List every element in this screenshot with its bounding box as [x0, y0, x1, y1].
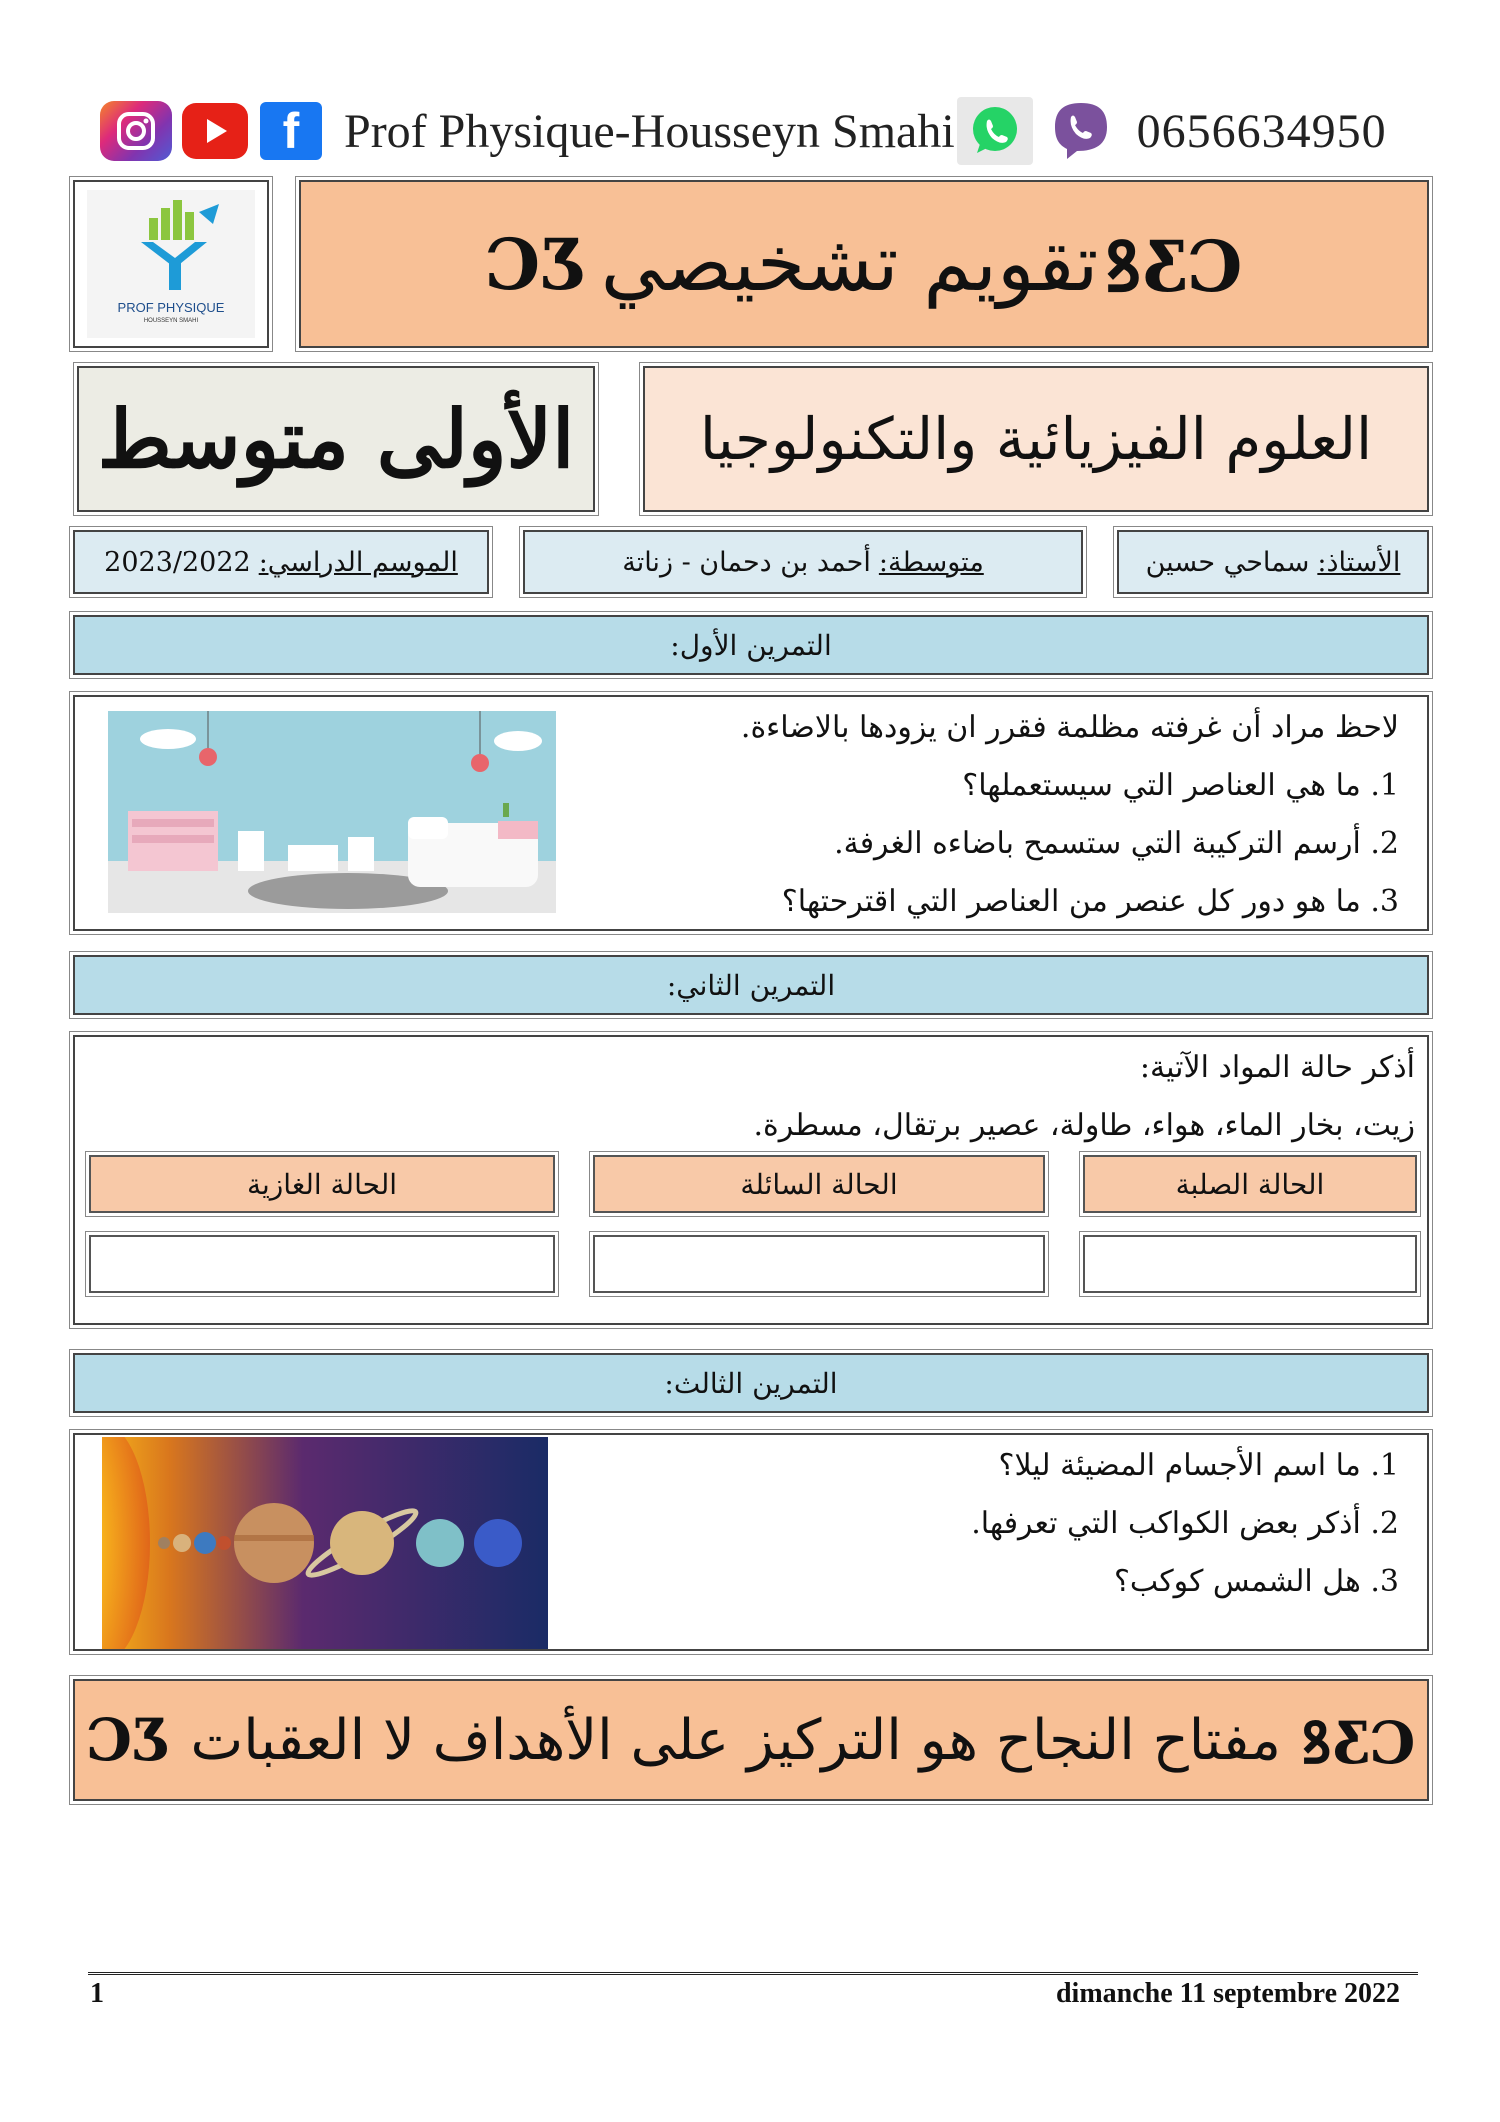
- solar-system-image: [102, 1437, 548, 1649]
- exercise2-text: [515, 1039, 1415, 1155]
- liquid-state-header: [593, 1155, 1045, 1213]
- teacher-label: الأستاذ:: [1317, 546, 1401, 578]
- exercise1-intro: لاحظ مراد أن غرفته مظلمة فقرر ان يزودها بالاضاءة.: [740, 710, 1399, 745]
- subject-box: [643, 366, 1429, 512]
- exercise1-text: [579, 699, 1399, 931]
- social-header: [100, 96, 1420, 166]
- page-number: 1: [90, 1978, 104, 2009]
- facebook-icon[interactable]: f: [260, 102, 322, 160]
- footer-rule: [88, 1972, 1418, 1975]
- brand-name: Prof Physique-Housseyn Smahi: [344, 104, 955, 158]
- footer-date: dimanche 11 septembre 2022: [1055, 1978, 1400, 2009]
- subject-label: العلوم الفيزيائية والتكنولوجيا: [699, 405, 1373, 473]
- motto-deco-right: ꝸƸƆ: [1301, 1708, 1416, 1777]
- school-label: متوسطة:: [878, 546, 984, 578]
- motto-text: مفتاح النجاح هو التركيز على الأهداف لا العقبات: [190, 1707, 1281, 1773]
- exercise3-title: التمرين الثالث:: [664, 1366, 838, 1400]
- exercise3-box: [73, 1433, 1429, 1651]
- liquid-state-label: الحالة السائلة: [740, 1167, 898, 1201]
- gas-state-header: [89, 1155, 555, 1213]
- motto-box: [73, 1679, 1429, 1801]
- exercise3-question-3: 3. هل الشمس كوكب؟: [1113, 1564, 1399, 1599]
- exercise1-box: [73, 695, 1429, 931]
- bedroom-image: [108, 711, 556, 913]
- exercise2-title: التمرين الثاني:: [666, 968, 836, 1002]
- viber-icon[interactable]: [1043, 97, 1119, 165]
- exercise1-header: [73, 615, 1429, 675]
- exercise2-intro: أذكر حالة المواد الآتية:: [1139, 1050, 1415, 1085]
- exercise3-text: [699, 1437, 1399, 1611]
- exercise1-title: التمرين الأول:: [670, 628, 832, 662]
- logo-mark-icon: [87, 190, 255, 300]
- teacher-name: سماحي حسين: [1145, 546, 1310, 578]
- phone-number: 0656634950: [1136, 104, 1387, 158]
- whatsapp-icon[interactable]: [957, 97, 1033, 165]
- season-label: الموسم الدراسي:: [258, 546, 458, 578]
- logo-subtitle: HOUSSEYN SMAHI: [143, 318, 199, 324]
- solid-state-answer[interactable]: [1083, 1235, 1417, 1293]
- solid-state-header: [1083, 1155, 1417, 1213]
- exercise1-question-1: 1. ما هي العناصر التي سيستعملها؟: [962, 768, 1399, 803]
- title-deco-left: ƆƷ: [485, 222, 587, 306]
- page-title: تقويم تشخيصي: [600, 219, 1099, 309]
- logo-box: [73, 180, 269, 348]
- gas-state-answer[interactable]: [89, 1235, 555, 1293]
- instagram-icon[interactable]: [100, 101, 172, 161]
- logo-title: PROF PHYSIQUE: [117, 300, 225, 315]
- exercise3-question-1: 1. ما اسم الأجسام المضيئة ليلا؟: [998, 1448, 1399, 1483]
- solid-state-label: الحالة الصلبة: [1175, 1167, 1325, 1201]
- season-value: 2023/2022: [104, 546, 251, 578]
- exercise3-question-2: 2. أذكر بعض الكواكب التي تعرفها.: [971, 1506, 1399, 1541]
- exercise2-header: [73, 955, 1429, 1015]
- liquid-state-answer[interactable]: [593, 1235, 1045, 1293]
- motto-deco-left: ƆƷ: [86, 1706, 171, 1774]
- season-box: [73, 530, 489, 594]
- gas-state-label: الحالة الغازية: [246, 1167, 398, 1201]
- teacher-box: [1117, 530, 1429, 594]
- school-name: أحمد بن دحمان - زناتة: [622, 546, 871, 578]
- exercise1-question-2: 2. أرسم التركيبة التي ستسمح باضاءه الغرفة.: [834, 826, 1399, 861]
- school-box: [523, 530, 1083, 594]
- exercise3-header: [73, 1353, 1429, 1413]
- title-box: [299, 180, 1429, 348]
- level-box: [77, 366, 595, 512]
- exercise2-box: [73, 1035, 1429, 1325]
- level-label: الأولى متوسط: [97, 392, 575, 486]
- youtube-icon[interactable]: [182, 103, 248, 159]
- logo: [87, 190, 255, 338]
- exercise1-question-3: 3. ما هو دور كل عنصر من العناصر التي اقترحتها؟: [781, 884, 1399, 919]
- title-deco-right: ꝸƸƆ: [1104, 225, 1243, 308]
- exercise2-materials: زيت، بخار الماء، هواء، طاولة، عصير برتقال، مسطرة.: [753, 1108, 1415, 1143]
